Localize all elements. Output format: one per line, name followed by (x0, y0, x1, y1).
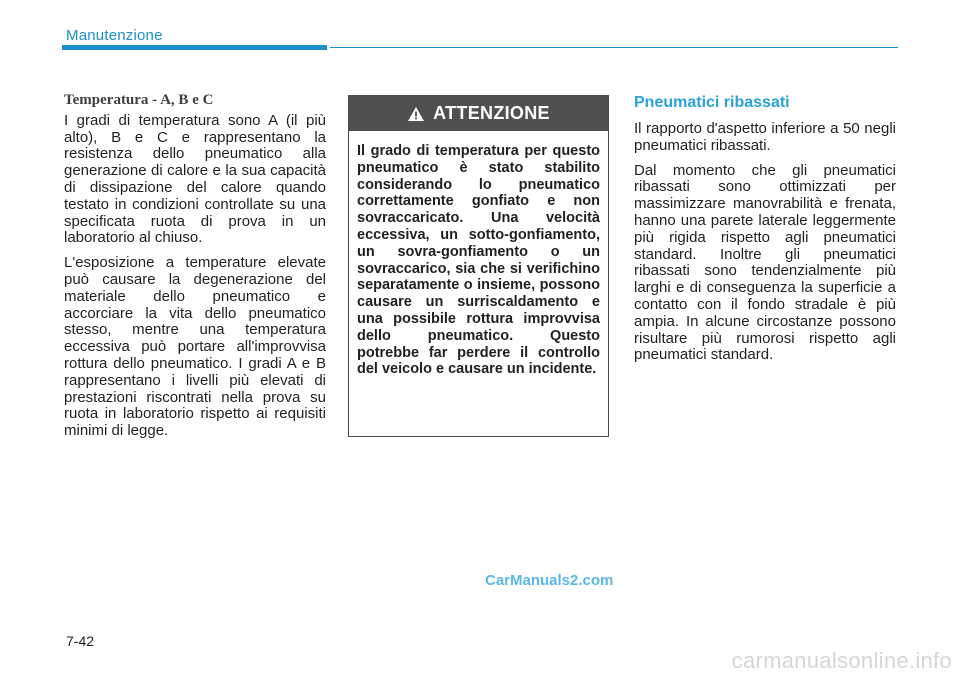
warning-triangle-icon (407, 106, 425, 122)
page-number: 7-42 (66, 633, 95, 649)
warning-title: ATTENZIONE (433, 103, 550, 123)
low-profile-tires-heading: Pneumatici ribassati (634, 94, 790, 111)
warning-header (349, 96, 608, 131)
header-rule-thin (330, 47, 898, 48)
warning-text: Il grado di temperatura per questo pneumatico è stato stabilito considerando lo pneumatico correttamente gonfiato e non sovraccaricato. Una velocità eccessiva, un sotto-gonfiamento, un sovra-gonfiamento o un sovraccarico, sia che si verifichino separatamente o insieme, possono causare un surriscaldamento e una possibile rottura improvvisa dello pneumatico. Questo potrebbe far perdere il controllo del veicolo e causare un incidente. (357, 143, 600, 378)
header-rule-thick (62, 45, 327, 50)
warning-box (348, 95, 609, 437)
left-paragraph: L'esposizione a temperature elevate può causare la degenerazione del materiale dello pneumatico e accorciare la vita dello pneumatico stesso, mentre una temperatura eccessiva può portare all'improvvisa rottura dello pneumatico. I gradi A e B rappresentano i livelli più elevati di prestazioni riscontrati nella prova su ruota in laboratorio rispetto ai requisiti minimi di legge. (64, 254, 326, 440)
right-paragraph: Dal momento che gli pneumatici ribassati sono ottimizzati per massimizzare manovrabilità e frenata, hanno una parete laterale leggermente più rigida rispetto agli pneumatici standard. Inoltre gli pneumatici ribassati sono tendenzialmente più larghi e di conseguenza la superficie a contatto con il fondo stradale è più ampia. In alcune circostanze possono risultare più rumorosi rispetto agli pneumatici standard. (634, 161, 896, 364)
right-paragraph: Il rapporto d'aspetto inferiore a 50 negli pneumatici ribassati. (634, 120, 896, 154)
watermark-link[interactable]: CarManuals2.com (485, 572, 614, 589)
section-title: Manutenzione (66, 27, 163, 44)
right-column (634, 93, 896, 372)
footer-watermark: carmanualsonline.info (731, 648, 952, 673)
left-column (64, 92, 326, 448)
temperature-heading: Temperatura - A, B e C (64, 92, 214, 108)
left-paragraph: I gradi di temperatura sono A (il più alto), B e C e rappresentano la resistenza dello pneumatico alla generazione di calore e la sua capacità di dissipazione del calore quando testato in condizioni controllate su una specificata ruota di prova in un laboratorio al chiuso. (64, 111, 326, 247)
